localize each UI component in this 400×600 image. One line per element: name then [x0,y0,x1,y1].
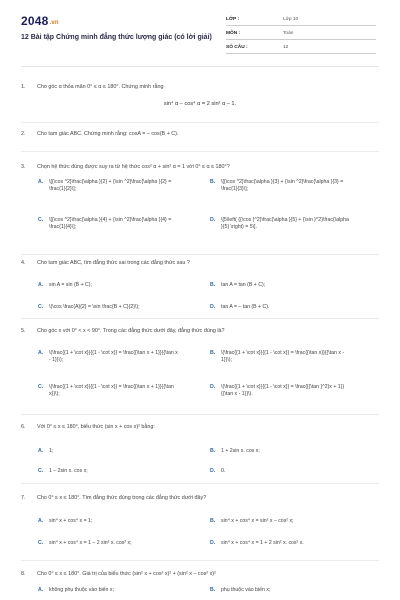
option-text: tan A = – tan (B + C). [221,304,270,310]
option-text: sin A = sin (B + C); [49,282,92,288]
question-number: 1. [21,84,26,90]
question-divider [21,122,379,123]
question-7: 7. Cho 0° ≤ x ≤ 180°. Tìm đẳng thức đúng trong các đẳng thức dưới đây? A. sin⁴ x + cos⁴ x = 1; B. sin⁴ x + cos⁴ x = sin² x – cos² x; C. sin⁴ x + cos⁴ x = 1 – 2 sin² x. cos² x; D. sin⁴ x + cos⁴ x = 1 + 2 sin² x. cos² x. [21,495,379,550]
option-text: \(\frac{{1 + \cot x}}{{1 - \cot x}} = \frac{{\tan x + 1}}{{\tan x}}\); [49,384,174,397]
question-divider [21,414,379,415]
question-divider [21,483,379,484]
question-text: Cho 0° ≤ x ≤ 180°. Giá trị của biểu thức (sin² x + cos² x)² + (sin² x – cos² x)² [37,571,216,577]
option-text: tan A = tan (B + C); [221,282,266,288]
option-text: 1 – 2sin x. cos x; [49,468,88,474]
question-divider [21,151,379,152]
option-text: 1; [49,448,54,454]
question-divider [21,318,379,319]
question-5: 5. Cho góc x với 0° < x < 90°. Trong các đẳng thức dưới đây, đẳng thức đúng là? A. \(\frac{{1 + \cot x}}{{1 - \cot x}} = \frac{{\tan x + 1}}{{\tan x - 1}}\); B. \(\frac{{1 + \cot x}}{{1 - \cot x}} = \frac{{\tan x}}{{\tan x - 1}}\); C. \(\frac{{1 + \cot x}}{{1 - \cot x}} = \frac{{\tan x + 1}}{{\tan x}}\); D. \(\frac{{1 + \cot x}}{{1 - \cot x}} = \frac{{{\tan }^2}x + 1}}{{\tan x - 1}}\). [21,328,379,418]
meta-label: MÔN : [226,31,241,36]
meta-divider [226,25,376,26]
question-formula: sin⁴ α – cos⁴ α = 2 sin² α – 1. [163,101,237,107]
meta-label: SỐ CÂU : [226,45,248,50]
question-text: Cho 0° ≤ x ≤ 180°. Tìm đẳng thức đúng trong các đẳng thức dưới đây? [37,495,207,501]
option-text: \(\cos \frac{A}{2} = \sin \frac{B + C}{2}\); [49,304,140,310]
question-text: Cho góc x với 0° < x < 90°. Trong các đẳng thức dưới đây, đẳng thức đúng là? [37,328,225,334]
question-text: Chọn hệ thức đúng được suy ra từ hệ thức cos² α + sin² α = 1 với 0° ≤ α ≤ 180°? [37,164,230,170]
logo-suffix: .vn [49,20,59,26]
question-number: 7. [21,495,26,501]
meta-value: Lớp 10 [283,17,299,22]
meta-value: 12 [283,45,289,50]
question-number: 4. [21,260,26,266]
question-6: 6. Với 0° ≤ x ≤ 180°, biểu thức (sin x + cos x)² bằng: A. 1; B. 1 + 2sin x. cos x; C. 1 – 2sin x. cos x; D. 0. [21,424,379,476]
option-text: phụ thuộc vào biến x; [221,587,271,593]
option-text: 1 + 2sin x. cos x; [221,448,260,454]
question-divider [21,254,379,255]
option-text: \(\frac{{1 + \cot x}}{{1 - \cot x}} = \frac{{\tan x + 1}}{{\tan x - 1}}\); [49,350,178,363]
meta-label: LỚP : [226,17,240,22]
question-text: Với 0° ≤ x ≤ 180°, biểu thức (sin x + cos x)² bằng: [37,424,155,430]
option-text: không phụ thuộc vào biến x; [49,587,114,593]
question-number: 5. [21,328,26,334]
question-text: Cho tam giác ABC. Chứng minh rằng: cosA = – cos(B + C). [37,131,179,137]
header-divider [21,66,379,67]
question-1 [21,84,379,114]
meta-value: Toán [283,31,294,36]
question-text: Cho tam giác ABC, tìm đẳng thức sai trong các đẳng thức sau ? [37,260,190,266]
question-number: 2. [21,131,26,137]
option-text: \(\frac{{1 + \cot x}}{{1 - \cot x}} = \frac{{{\tan }^2}x + 1}}{{\tan x - 1}}\). [221,384,345,397]
option-text: \[{\cos ^2}\frac{\alpha }{3} + {\sin ^2}\frac{\alpha }{3} = \frac{1}{3}\]; [221,179,344,192]
question-8: 8. Cho 0° ≤ x ≤ 180°. Giá trị của biểu thức (sin² x + cos² x)² + (sin² x – cos² x)² A. không phụ thuộc vào biến x; B. phụ thuộc vào biến x; [21,571,379,599]
logo-text: 2048 [21,14,49,28]
option-text: \[5\left( {{\cos }^2}\frac{\alpha }{5} + {\sin }^2}\frac{\alpha }{5} \right) = 5\]. [221,217,349,230]
question-number: 3. [21,164,26,170]
option-text: \[{\cos ^2}\frac{\alpha }{4} + {\sin ^2}\frac{\alpha }{4} = \frac{1}{4}\]; [49,217,172,230]
question-number: 8. [21,571,26,577]
question-divider [21,560,379,561]
option-text: \(\frac{{1 + \cot x}}{{1 - \cot x}} = \frac{{\tan x}}{{\tan x - 1}}\); [221,350,345,363]
question-number: 6. [21,424,26,430]
question-4: 4. Cho tam giác ABC, tìm đẳng thức sai trong các đẳng thức sau ? A. sin A = sin (B + C); B. tan A = tan (B + C); C. \(\cos \frac{A}{2} = \sin \frac{B + C}{2}\); D. tan A = – tan (B + C). [21,260,379,310]
document-header [0,0,400,62]
option-text: sin⁴ x + cos⁴ x = 1 + 2 sin² x. cos² x. [221,540,304,546]
site-logo[interactable] [21,14,59,28]
question-3: 3. Chọn hệ thức đúng được suy ra từ hệ thức cos² α + sin² α = 1 với 0° ≤ α ≤ 180°? A. \[{\cos ^2}\frac{\alpha }{2} + {\sin ^2}\frac{\alpha }{2} = \frac{1}{2}\]; B. \[{\cos ^2}\frac{\alpha }{3} + {\sin ^2}\frac{\alpha }{3} = \frac{1}{3}\]; C. \[{\cos ^2}\frac{\alpha }{4} + {\sin ^2}\frac{\alpha }{4} = \frac{1}{4}\]; D. \[5\left( {{\cos }^2}\frac{\alpha }{5} + {\sin }^2}\frac{\alpha }{5} \right) = 5\]. [21,164,379,254]
option-text: sin⁴ x + cos⁴ x = 1; [49,518,93,524]
question-text: Cho góc α thỏa mãn 0° ≤ α ≤ 180°. Chứng minh rằng [37,84,164,90]
meta-divider [226,39,376,40]
question-2 [21,131,379,141]
option-text: \[{\cos ^2}\frac{\alpha }{2} + {\sin ^2}\frac{\alpha }{2} = \frac{1}{2}\]; [49,179,172,192]
document-title: 12 Bài tập Chứng minh đẳng thức lượng giác (có lời giải) [21,34,212,41]
meta-divider [226,53,376,54]
option-text: sin⁴ x + cos⁴ x = 1 – 2 sin² x. cos² x; [49,540,132,546]
option-text: 0. [221,468,226,474]
option-text: sin⁴ x + cos⁴ x = sin² x – cos² x; [221,518,294,524]
